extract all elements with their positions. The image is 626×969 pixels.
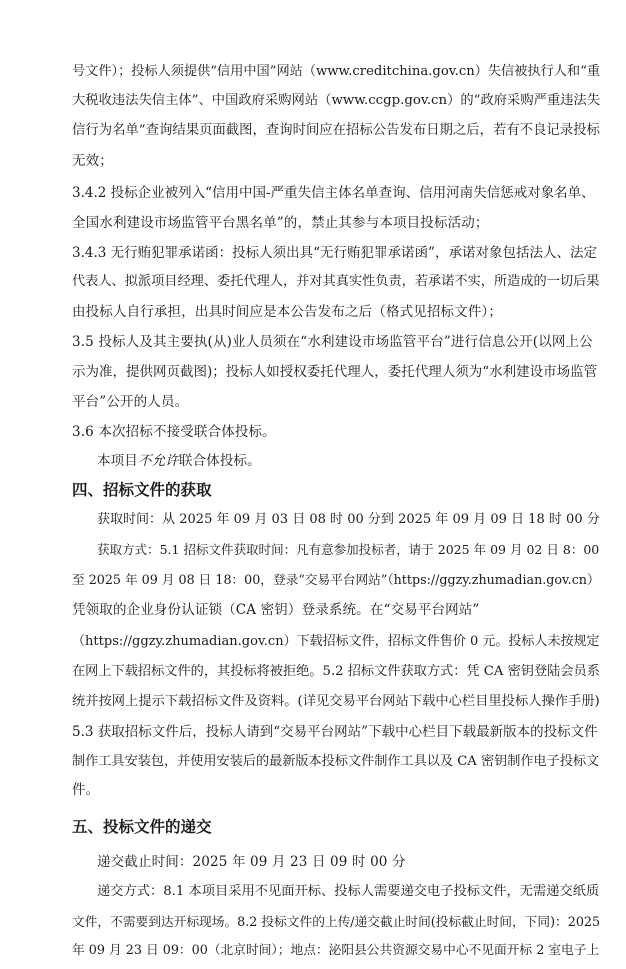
text-line: 在网上下载招标文件的，其投标将被拒绝。5.2 招标文件获取方式：凭 CA 密钥登陆会员系	[72, 664, 600, 679]
text-line	[97, 451, 261, 471]
text-line: 凭领取的企业身份认证锁（CA 密钥）登录系统。在“交易平台网站”	[72, 602, 480, 618]
text-line: 递交截止时间：2025 年 09 月 23 日 09 时 00 分	[97, 854, 406, 870]
text-line: 3.6 本次招标不接受联合体投标。	[72, 424, 276, 440]
section-heading-5: 五、投标文件的递交	[72, 818, 212, 836]
text-line: 信行为名单”查询结果页面截图，查询时间应在招标公告发布日期之后，若有不良记录投标	[72, 123, 600, 138]
text-line: 号文件）；投标人须提供“信用中国”网站（www.creditchina.gov.cn）失信被执行人和“重	[72, 64, 600, 79]
text-span-italic: 不允许	[137, 453, 179, 469]
text-span: 本项目	[97, 453, 138, 469]
text-line: 获取方式：5.1 招标文件获取时间：凡有意参加投标者，请于 2025 年 09 月 02 日 8：00	[97, 542, 600, 557]
text-line: 统并按网上提示下载招标文件及资料。(详见交易平台网站下载中心栏目里投标人操作手册)	[72, 694, 600, 709]
text-line: 制作工具安装包，并使用安装后的最新版本投标文件制作工具以及 CA 密钥制作电子投标文	[72, 754, 600, 769]
text-line: 3.5 投标人及其主要执(从)业人员须在“水利建设市场监管平台”进行信息公开(以网上公	[72, 334, 593, 350]
text-line: 大税收违法失信主体”、中国政府采购网站（www.ccgp.gov.cn）的“政府采购严重违法失	[72, 93, 601, 108]
section-heading-4: 四、招标文件的获取	[72, 481, 212, 499]
text-line: 获取时间：从 2025 年 09 月 03 日 08 时 00 分到 2025 年 09 月 09 日 18 时 00 分	[97, 512, 600, 527]
text-line: 至 2025 年 09 月 08 日 18：00，登录“交易平台网站”（https://ggzy.zhumadian.gov.cn）	[72, 572, 600, 587]
text-line: 5.3 获取招标文件后，投标人请到“交易平台网站”下载中心栏目下载最新版本的投标文件	[72, 724, 598, 740]
text-line: 代表人、拟派项目经理、委托代理人，并对其真实性负责，若承诺不实，所造成的一切后果	[72, 274, 600, 289]
text-line: 3.4.2 投标企业被列入“信用中国-严重失信主体名单查询、信用河南失信惩戒对象名单、	[72, 185, 595, 201]
text-line: 全国水利建设市场监管平台黑名单”的，禁止其参与本项目投标活动；	[72, 215, 489, 231]
text-line: 示为准，提供网页截图)；投标人如授权委托代理人，委托代理人须为“水利建设市场监管	[72, 364, 598, 380]
text-line: 无效；	[72, 153, 113, 169]
text-span: 联合体投标。	[178, 453, 261, 469]
text-line: 递交方式：8.1 本项目采用不见面开标、投标人需要递交电子投标文件，无需递交纸质	[97, 884, 600, 899]
text-line: 3.4.3 无行贿犯罪承诺函：投标人须出具“无行贿犯罪承诺函”，承诺对象包括法人、法定	[72, 245, 597, 261]
text-line: 年 09 月 23 日 09：00（北京时间）；地点：泌阳县公共资源交易中心不见面开标 2 室电子上	[72, 943, 600, 958]
text-line: 件。	[72, 782, 100, 798]
text-line: 文件，不需要到达开标现场。8.2 投标文件的上传/递交截止时间(投标截止时间，下同)：2025	[72, 914, 601, 929]
text-line: 由投标人自行承担，出具时间应是本公告发布之后（格式见招标文件）；	[72, 304, 503, 320]
text-line: （https://ggzy.zhumadian.gov.cn）下载招标文件，招标文件售价 0 元。投标人未按规定	[72, 634, 600, 649]
text-line: 平台”公开的人员。	[72, 394, 189, 410]
